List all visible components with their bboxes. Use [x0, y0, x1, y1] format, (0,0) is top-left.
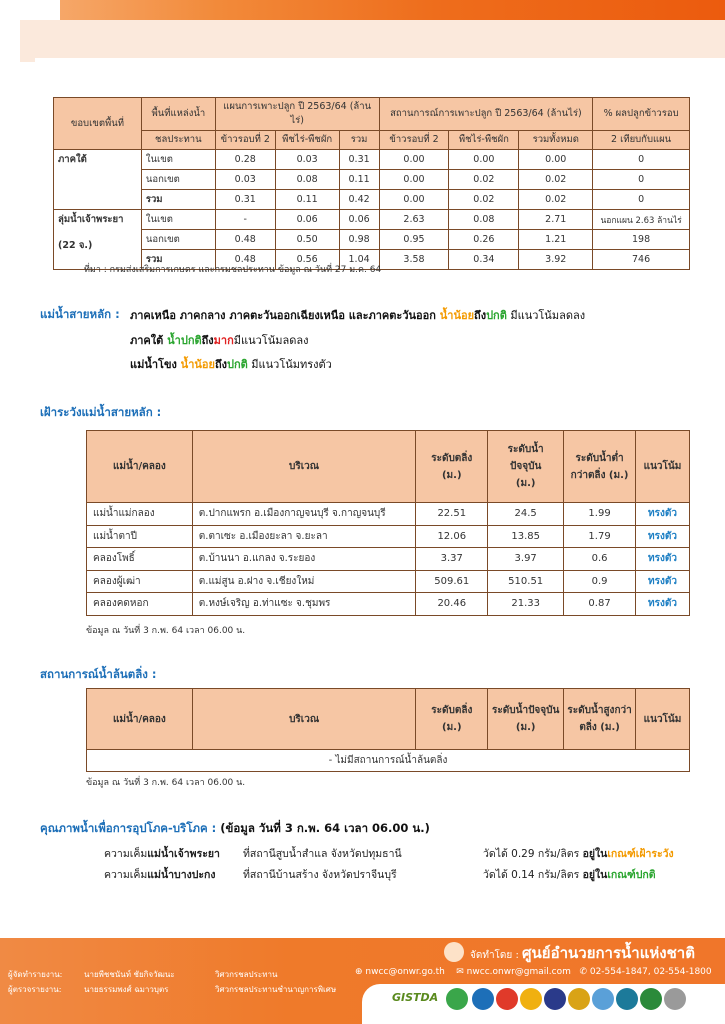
made-by-org: วิศวกรชลประทาน	[215, 970, 278, 979]
table-cell: รวม	[141, 190, 215, 210]
header-below: ระดับน้ำต่ำ กว่าตลิ่ง (ม.)	[564, 431, 636, 503]
checked-name: นายธรรมพงศ์ ฉมาวบุตร	[84, 985, 169, 994]
header-current: ระดับน้ำ ปัจจุบัน (ม.)	[488, 431, 564, 503]
table-cell: 3.37	[416, 548, 488, 571]
leaf-logo-icon	[446, 988, 468, 1010]
table-cell: 0.02	[449, 190, 519, 210]
made-by-name: นายพีชชนันท์ ชัยกิจวัฒนะ	[84, 970, 175, 979]
brand: จัดทำโดย : ศูนย์อำนวยการน้ำแห่งชาติ	[470, 944, 695, 962]
table-cell: 0.98	[339, 230, 379, 250]
footer	[0, 938, 725, 1024]
overflow-label: สถานการณ์น้ำล้นตลิ่ง :	[40, 667, 157, 681]
header-above: ระดับน้ำสูงกว่า ตลิ่ง (ม.)	[564, 689, 636, 750]
table-row	[54, 150, 690, 170]
table-cell: คลองโพธิ์	[87, 548, 193, 571]
table-cell: 0.11	[339, 170, 379, 190]
table-cell: 0.95	[379, 230, 449, 250]
table-cell: 21.33	[488, 593, 564, 616]
checked-label: ผู้ตรวจรายงาน:	[8, 985, 62, 994]
table-cell: รวม	[141, 250, 215, 270]
header-source-2: ชลประทาน	[141, 131, 215, 150]
table-cell: 0.03	[275, 150, 339, 170]
header-current: ระดับน้ำปัจจุบัน (ม.)	[488, 689, 564, 750]
table-row	[54, 170, 690, 190]
trend-cell: ทรงตัว	[636, 525, 690, 548]
header-location: บริเวณ	[192, 431, 416, 503]
table-cell: 0.48	[215, 230, 275, 250]
dept-logo-icon	[472, 988, 494, 1010]
table-cell: 0	[593, 190, 690, 210]
table-cell: 0.9	[564, 570, 636, 593]
table-cell: ต.หงษ์เจริญ อ.ท่าแซะ จ.ชุมพร	[192, 593, 416, 616]
table-cell: แม่น้ำแม่กลอง	[87, 503, 193, 526]
badge-logo-icon	[568, 988, 590, 1010]
salinity-value-2: วัดได้ 0.14 กรัม/ลิตร อยู่ในเกณฑ์ปกติ	[483, 869, 656, 881]
table-cell: 1.99	[564, 503, 636, 526]
table-cell: 509.61	[416, 570, 488, 593]
salinity-row-1: ความเค็มแม่น้ำเจ้าพระยา	[104, 848, 220, 860]
header-total: รวม	[339, 131, 379, 150]
region-name: ลุ่มน้ำเจ้าพระยา (22 จ.)	[54, 210, 142, 270]
table-row	[54, 190, 690, 210]
table-cell: ต.แม่สูน อ.ฝาง จ.เชียงใหม่	[192, 570, 416, 593]
overflow-note: ข้อมูล ณ วันที่ 3 ก.พ. 64 เวลา 06.00 น.	[86, 778, 246, 788]
header-trend: แนวโน้ม	[636, 431, 690, 503]
water-quality-label: คุณภาพน้ำเพื่อการอุปโภค-บริโภค : (ข้อมูล วันที่ 3 ก.พ. 64 เวลา 06.00 น.)	[40, 821, 430, 835]
table-row	[87, 525, 690, 548]
gray-logo-icon	[664, 988, 686, 1010]
table-cell: 0.00	[379, 150, 449, 170]
table-cell: 13.85	[488, 525, 564, 548]
main-rivers-line-1: ภาคเหนือ ภาคกลาง ภาคตะวันออกเฉียงเหนือ และภาคตะวันออก น้ำน้อยถึงปกติ มีแนวโน้มลดลง	[130, 309, 586, 322]
table-cell: 0.00	[519, 150, 593, 170]
planting-table	[53, 97, 690, 270]
watch-label: เฝ้าระวังแม่น้ำสายหลัก :	[40, 405, 162, 419]
table-cell: 0.00	[379, 190, 449, 210]
salinity-value-1: วัดได้ 0.29 กรัม/ลิตร อยู่ในเกณฑ์เฝ้าระวัง	[483, 848, 674, 860]
watch-table	[86, 430, 690, 616]
header-field: พืชไร่-พืชผัก	[275, 131, 339, 150]
table-cell: 0.42	[339, 190, 379, 210]
header-bank: ระดับตลิ่ง (ม.)	[416, 689, 488, 750]
table-row	[87, 750, 690, 772]
table-cell: 0	[593, 170, 690, 190]
table-cell: 0.02	[519, 170, 593, 190]
checked-org: วิศวกรชลประทานชำนาญการพิเศษ	[215, 985, 337, 994]
table-cell: นอกเขต	[141, 170, 215, 190]
table-cell: ต.ตาเซะ อ.เมืองยะลา จ.ยะลา	[192, 525, 416, 548]
region-name: ภาคใต้	[54, 150, 142, 210]
header-river: แม่น้ำ/คลอง	[87, 431, 193, 503]
salinity-station-1: ที่สถานีสูบน้ำสำแล จังหวัดปทุมธานี	[243, 848, 402, 860]
crest-logo-icon	[520, 988, 542, 1010]
table-cell: 20.46	[416, 593, 488, 616]
table-cell: 1.21	[519, 230, 593, 250]
trend-cell: ทรงตัว	[636, 548, 690, 571]
table-row	[87, 503, 690, 526]
table-cell: 198	[593, 230, 690, 250]
table-cell: 22.51	[416, 503, 488, 526]
table-row	[87, 570, 690, 593]
table-cell: 0.6	[564, 548, 636, 571]
table-cell: 0.31	[339, 150, 379, 170]
table-cell: 0	[593, 150, 690, 170]
trend-cell: ทรงตัว	[636, 570, 690, 593]
overflow-table	[86, 688, 690, 772]
contact-line: ⊕ nwcc@onwr.go.th ✉ nwcc.onwr@gmail.com ✆ 02-554-1847, 02-554-1800	[355, 967, 712, 977]
table-cell: 0.11	[275, 190, 339, 210]
table-row	[87, 548, 690, 571]
table-cell: 0.08	[275, 170, 339, 190]
table-cell: นอกเขต	[141, 230, 215, 250]
table-cell: ต.ปากแพรก อ.เมืองกาญจนบุรี จ.กาญจนบุรี	[192, 503, 416, 526]
table-cell: แม่น้ำตาปี	[87, 525, 193, 548]
table-cell: 0.03	[215, 170, 275, 190]
drop-logo-icon	[444, 942, 464, 962]
table-cell: 0.56	[275, 250, 339, 270]
table-cell: 0.26	[449, 230, 519, 250]
header-status: สถานการณ์การเพาะปลูก ปี 2563/64 (ล้านไร่)	[379, 98, 593, 131]
header-river: แม่น้ำ/คลอง	[87, 689, 193, 750]
table-cell: ต.บ้านนา อ.แกลง จ.ระยอง	[192, 548, 416, 571]
emblem-logo-icon	[544, 988, 566, 1010]
wave-logo-icon	[592, 988, 614, 1010]
header-bank: ระดับตลิ่ง (ม.)	[416, 431, 488, 503]
header-area: ขอบเขตพื้นที่	[54, 98, 142, 150]
table-row	[87, 593, 690, 616]
table-cell: ในเขต	[141, 150, 215, 170]
header-rice2: ข้าวรอบที่ 2	[215, 131, 275, 150]
header-trend: แนวโน้ม	[636, 689, 690, 750]
table-cell: ในเขต	[141, 210, 215, 230]
table-cell: 3.97	[488, 548, 564, 571]
ring-logo-icon	[616, 988, 638, 1010]
header-location: บริเวณ	[192, 689, 416, 750]
table-cell: 0.87	[564, 593, 636, 616]
table-cell: 0.28	[215, 150, 275, 170]
table-cell: 0.02	[449, 170, 519, 190]
gistda-logo: GISTDA	[392, 991, 439, 1004]
table-cell: 0.08	[449, 210, 519, 230]
header-pct: % ผลปลูกข้าวรอบ	[593, 98, 690, 131]
table-cell: 1.04	[339, 250, 379, 270]
table-cell: 3.92	[519, 250, 593, 270]
header-total-all: รวมทั้งหมด	[519, 131, 593, 150]
round-logo-icon	[640, 988, 662, 1010]
salinity-row-2: ความเค็มแม่น้ำบางปะกง	[104, 869, 216, 881]
table-cell: 0.50	[275, 230, 339, 250]
table-cell: 0.00	[449, 150, 519, 170]
table-cell: คลองคดหอก	[87, 593, 193, 616]
watch-note: ข้อมูล ณ วันที่ 3 ก.พ. 64 เวลา 06.00 น.	[86, 626, 246, 636]
header-band	[0, 0, 725, 62]
trend-cell: ทรงตัว	[636, 503, 690, 526]
header-pct-2: 2 เทียบกับแผน	[593, 131, 690, 150]
header-rice2-b: ข้าวรอบที่ 2	[379, 131, 449, 150]
table-cell: 0.31	[215, 190, 275, 210]
table-cell: 0.48	[215, 250, 275, 270]
seal-logo-icon	[496, 988, 518, 1010]
table-cell: คลองผู้เฒ่า	[87, 570, 193, 593]
salinity-station-2: ที่สถานีบ้านสร้าง จังหวัดปราจีนบุรี	[243, 869, 397, 881]
made-by-label: ผู้จัดทำรายงาน:	[8, 970, 63, 979]
empty-message: - ไม่มีสถานการณ์น้ำล้นตลิ่ง	[87, 750, 690, 772]
table-cell: 24.5	[488, 503, 564, 526]
table-cell: 0.02	[519, 190, 593, 210]
table-source-note: ที่มา : กรมส่งเสริมการเกษตร และกรมชลประทาน ข้อมูล ณ วันที่ 27 ม.ค. 64	[84, 265, 382, 275]
table-cell: -	[215, 210, 275, 230]
main-rivers-label: แม่น้ำสายหลัก :	[40, 307, 120, 321]
table-cell: 746	[593, 250, 690, 270]
table-cell: 510.51	[488, 570, 564, 593]
table-cell: 0.34	[449, 250, 519, 270]
table-cell: นอกแผน 2.63 ล้านไร่	[593, 210, 690, 230]
table-row	[54, 230, 690, 250]
table-cell: 0.06	[275, 210, 339, 230]
table-cell: 3.58	[379, 250, 449, 270]
table-row	[54, 210, 690, 230]
table-cell: 0.06	[339, 210, 379, 230]
main-rivers-line-3: แม่น้ำโขง น้ำน้อยถึงปกติ มีแนวโน้มทรงตัว	[130, 358, 332, 371]
table-cell: 1.79	[564, 525, 636, 548]
table-cell: 2.63	[379, 210, 449, 230]
header-source: พื้นที่แหล่งน้ำ	[141, 98, 215, 131]
table-cell: 12.06	[416, 525, 488, 548]
header-plan: แผนการเพาะปลูก ปี 2563/64 (ล้านไร่)	[215, 98, 379, 131]
table-cell: 0.00	[379, 170, 449, 190]
trend-cell: ทรงตัว	[636, 593, 690, 616]
main-rivers-line-2: ภาคใต้ น้ำปกติถึงมากมีแนวโน้มลดลง	[130, 334, 309, 347]
header-field-b: พืชไร่-พืชผัก	[449, 131, 519, 150]
table-cell: 2.71	[519, 210, 593, 230]
